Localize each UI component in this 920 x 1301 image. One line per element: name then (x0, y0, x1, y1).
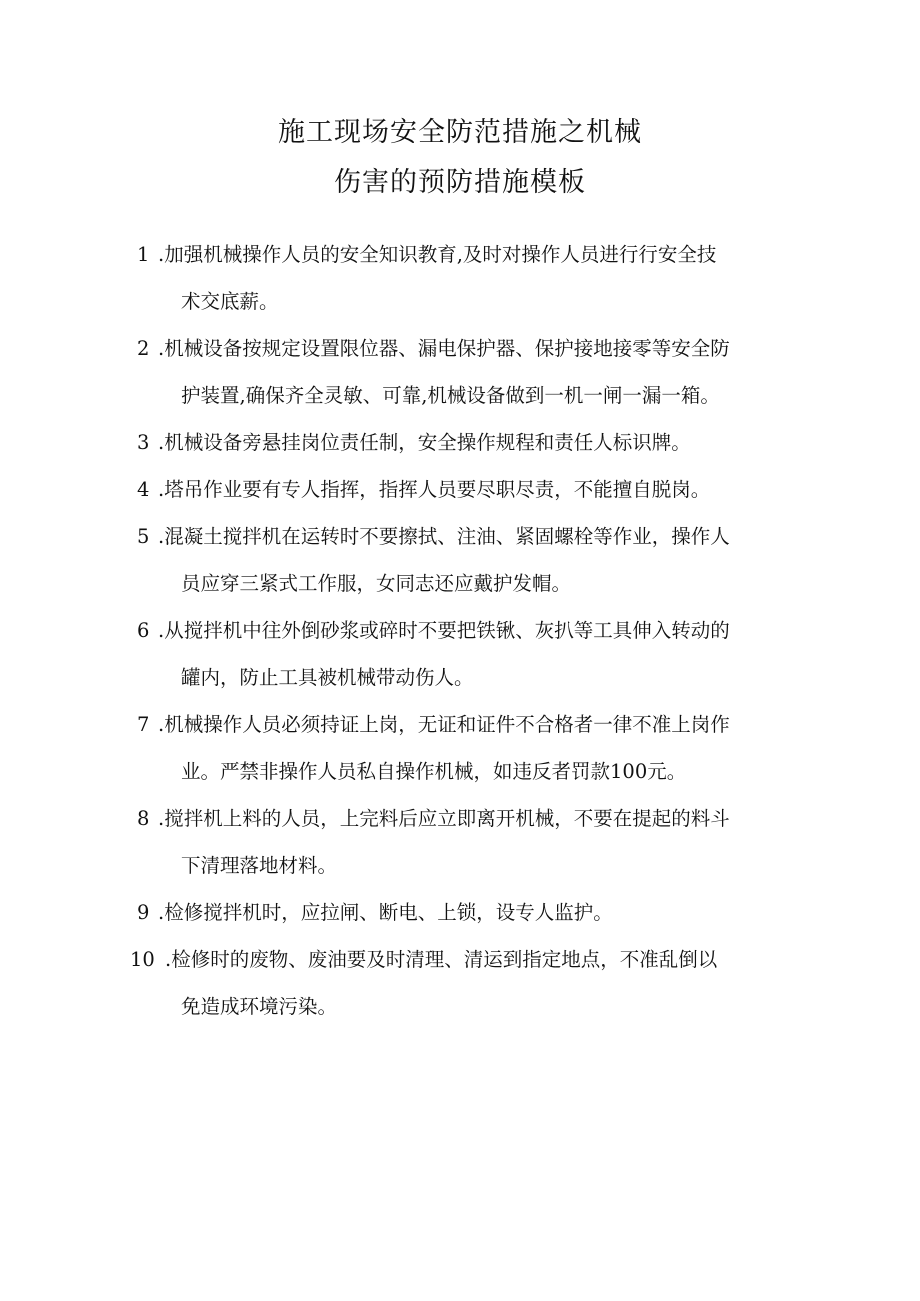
list-item-number: 7 (137, 713, 150, 736)
list-item-text: .机械设备按规定设置限位器、漏电保护器、保护接地接零等安全防 (158, 337, 730, 360)
document-title-line-2: 伤害的预防措施模板 (334, 167, 586, 198)
list-item-first-line (0, 332, 920, 379)
list-item (0, 426, 920, 473)
list-item-number: 4 (137, 478, 150, 501)
list-item-continuation (0, 755, 920, 802)
list-item-text: .机械设备旁悬挂岗位责任制，安全操作规程和责任人标识牌。 (158, 431, 691, 454)
document-title-line-1: 施工现场安全防范措施之机械 (278, 117, 642, 148)
list-item-first-line (0, 943, 920, 990)
list-item-number: 2 (137, 337, 150, 360)
list-item-text: 员应穿三紧式工作服，女同志还应戴护发帽。 (181, 572, 572, 595)
list-item-text: .机械操作人员必须持证上岗，无证和证件不合格者一律不准上岗作 (158, 713, 730, 736)
list-item-first-line (0, 614, 920, 661)
list-item-first-line (0, 426, 920, 473)
list-item-continuation (0, 567, 920, 614)
list-item-continuation (0, 990, 920, 1037)
list-item (0, 943, 920, 1037)
list-item-text: .从搅拌机中往外倒砂浆或碎时不要把铁锹、灰扒等工具伸入转动的 (158, 619, 730, 642)
list-item-text: 护装置,确保齐全灵敏、可靠,机械设备做到一机一闸一漏一箱。 (181, 384, 720, 407)
list-item-text: .混凝土搅拌机在运转时不要擦拭、注油、紧固螺栓等作业，操作人 (158, 525, 730, 548)
list-item-first-line (0, 473, 920, 520)
list-item (0, 473, 920, 520)
list-item-text: .塔吊作业要有专人指挥，指挥人员要尽职尽责，不能擅自脱岗。 (158, 478, 711, 501)
list-item (0, 520, 920, 614)
list-item-text: .加强机械操作人员的安全知识教育,及时对操作人员进行行安全技 (158, 243, 717, 266)
list-item (0, 238, 920, 332)
list-item-number: 6 (137, 619, 150, 642)
list-item-continuation (0, 379, 920, 426)
list-item-number: 1 (137, 243, 150, 266)
list-item-number: 9 (137, 901, 150, 924)
list-item-first-line (0, 708, 920, 755)
list-item (0, 332, 920, 426)
list-item (0, 708, 920, 802)
list-item (0, 614, 920, 708)
list-item-text: .搅拌机上料的人员，上完料后应立即离开机械，不要在提起的料斗 (158, 807, 730, 830)
list-item-number: 8 (137, 807, 150, 830)
list-item-continuation (0, 661, 920, 708)
list-item-text: 术交底薪。 (181, 290, 279, 313)
list-item-text: 下清理落地材料。 (181, 854, 338, 877)
list-item-continuation (0, 285, 920, 332)
list-item-number: 10 (130, 948, 155, 971)
list-item-number: 3 (137, 431, 150, 454)
list-item-first-line (0, 896, 920, 943)
list-item-continuation (0, 849, 920, 896)
list-item (0, 896, 920, 943)
list-item (0, 802, 920, 896)
measures-list (0, 238, 920, 1037)
list-item-text: 免造成环境污染。 (181, 995, 338, 1018)
list-item-number: 5 (137, 525, 150, 548)
list-item-first-line (0, 802, 920, 849)
list-item-first-line (0, 238, 920, 285)
list-item-first-line (0, 520, 920, 567)
list-item-text: 业。严禁非操作人员私自操作机械，如违反者罚款100元。 (181, 760, 687, 783)
list-item-text: .检修时的废物、废油要及时清理、清运到指定地点，不准乱倒以 (165, 948, 718, 971)
list-item-text: 罐内，防止工具被机械带动伤人。 (181, 666, 474, 689)
list-item-text: .检修搅拌机时，应拉闸、断电、上锁，设专人监护。 (158, 901, 613, 924)
